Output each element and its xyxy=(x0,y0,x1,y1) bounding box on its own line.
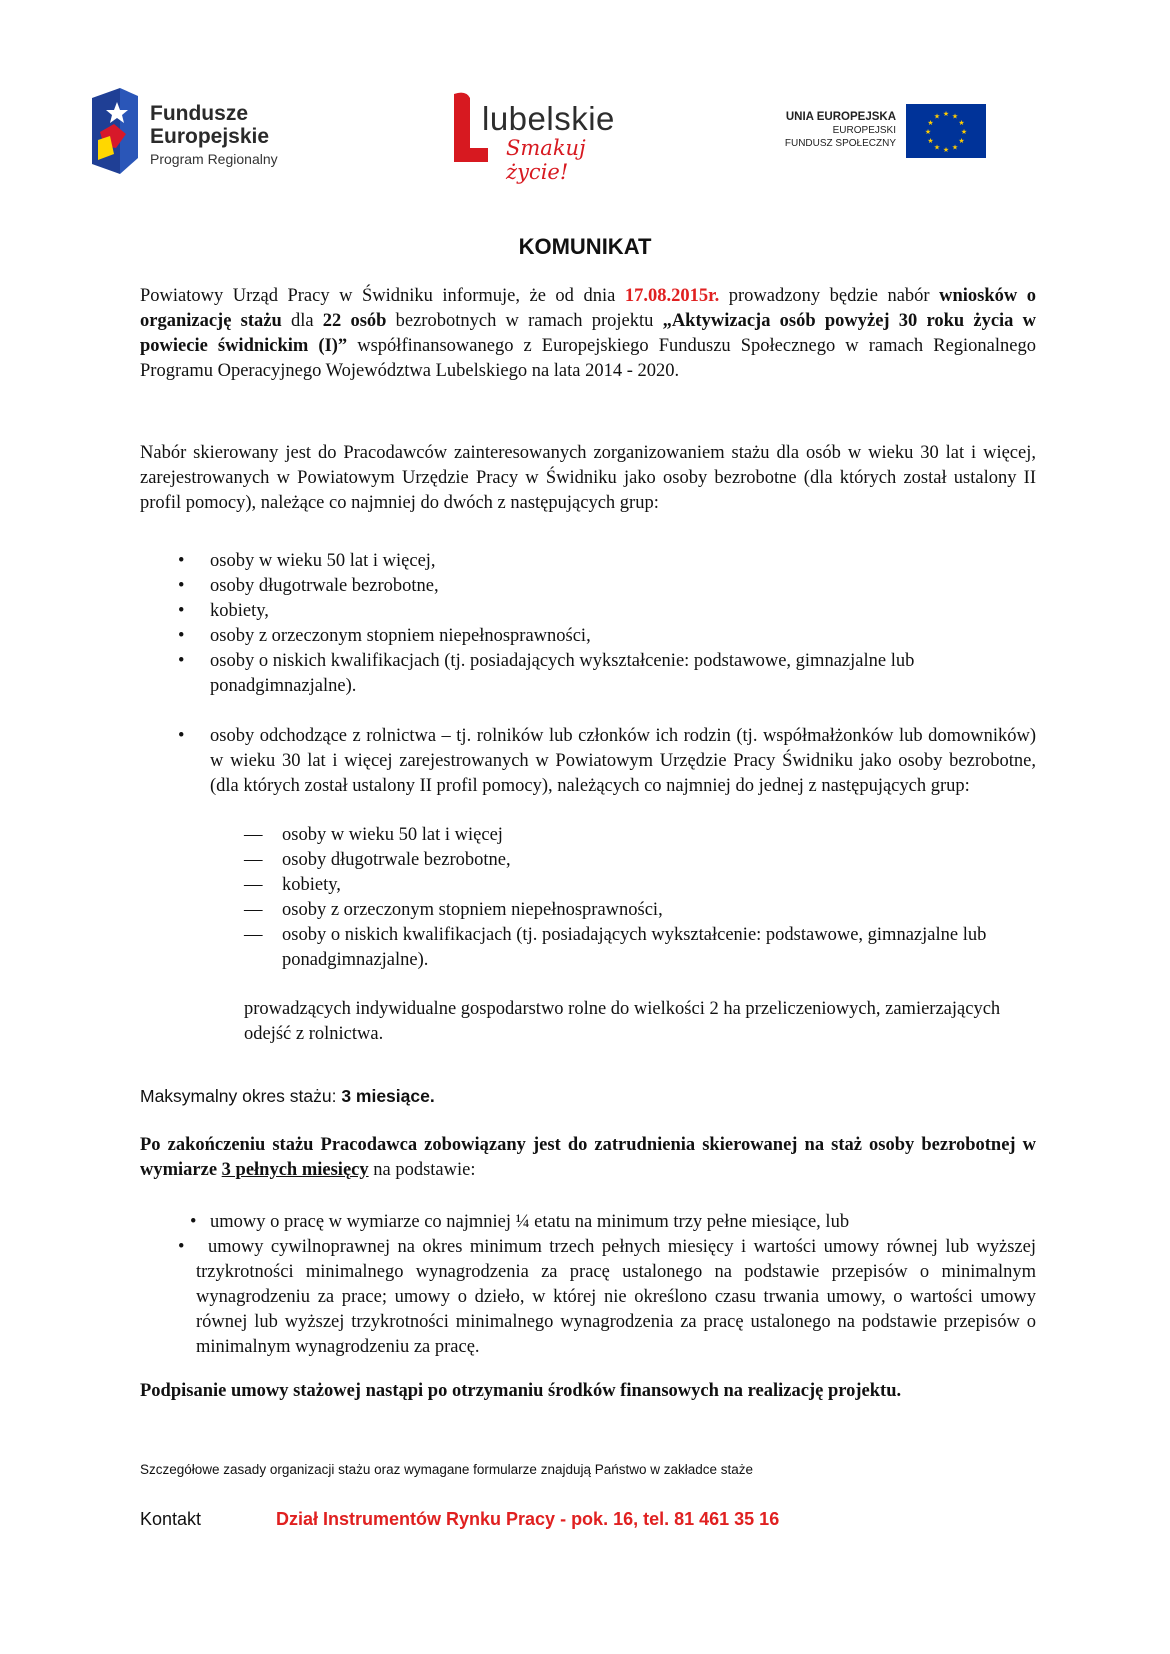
contact-line xyxy=(140,1509,780,1530)
contract-2: umowy cywilnoprawnej na okres minimum trzech pełnych miesięcy i wartości umowy równej lub wyższej trzykrotności minimalnego wynagrodzenia za pracę ustalonego na podstawie przepisów o minimalnym wynagrodzeniu za prace; umowy o dzieło, w której nie określono czasu trwania umowy, o wartości umowy równej lub wyższej trzykrotności minimalnego wynagrodzenia za pracę ustalonego na podstawie przepisów o minimalnym wynagrodzeniu za pracę. xyxy=(196,1237,1036,1357)
list-item: • osoby długotrwale bezrobotne, xyxy=(140,574,1020,599)
intro-text-5: współfinansowanego z Europejskiego Funduszu Społecznego w ramach Regionalnego Programu Operacyjnego Województwa Lubelskiego na lata 2014 - 2020. xyxy=(140,336,1036,381)
list-item: — osoby w wieku 50 lat i więcej xyxy=(244,823,1004,848)
intro-paragraph xyxy=(140,284,1036,384)
fundusze-europejskie-logo xyxy=(92,88,302,174)
eu-line2: EUROPEJSKI xyxy=(832,125,896,136)
intro-text-4: bezrobotnych w ramach projektu xyxy=(386,311,663,331)
farmers-list xyxy=(140,724,1036,799)
fe-line2: Europejskie xyxy=(150,125,270,148)
eu-text xyxy=(785,110,896,150)
intro-bold-2: 22 osób xyxy=(322,311,387,331)
fe-line1: Fundusze xyxy=(150,102,248,125)
groups-list xyxy=(140,549,1020,699)
svg-text:★: ★ xyxy=(927,119,934,127)
list-item: • osoby z orzeczonym stopniem niepełnosprawności, xyxy=(140,624,1020,649)
lubelskie-word: lubelskie xyxy=(482,100,615,137)
eu-esf-logo xyxy=(776,104,986,158)
eu-flag-icon xyxy=(906,104,986,158)
page-title: KOMUNIKAT xyxy=(518,234,652,259)
list-item: — osoby o niskich kwalifikacjach (tj. posiadających wykształcenie: podstawowe, gimnazjalne lub ponadgimnazjalne). xyxy=(244,923,1004,973)
svg-text:★: ★ xyxy=(942,110,950,118)
signing-paragraph: Podpisanie umowy stażowej nastąpi po otrzymaniu środków finansowych na realizację projektu. xyxy=(140,1381,902,1401)
svg-text:★: ★ xyxy=(933,112,941,121)
list-item-farmers: • osoby odchodzące z rolnictwa – tj. rolników lub członków ich rodzin (tj. współmałżonków lub domowników) w wieku 30 lat i więcej zarejestrowanych w Powiatowym Urzędzie Pracy Świdniku jako osoby bezrobotne, (dla których został ustalony II profil pomocy), należących co najmniej do jednej z następujących grup: xyxy=(140,724,1036,799)
svg-text:★: ★ xyxy=(942,146,950,154)
intro-bold-1: wniosków o organizację stażu xyxy=(140,286,1036,331)
svg-text:★: ★ xyxy=(951,143,959,152)
svg-text:★: ★ xyxy=(958,119,965,127)
list-item: — osoby z orzeczonym stopniem niepełnosprawności, xyxy=(244,898,1004,923)
contract-1: umowy o pracę w wymiarze co najmniej ¼ etatu na minimum trzy pełne miesiące, lub xyxy=(210,1212,850,1232)
contact-label: Kontakt xyxy=(140,1509,202,1529)
intro-text-1: Powiatowy Urząd Pracy w Świdniku informuje, że od dnia xyxy=(140,286,625,306)
svg-text:★: ★ xyxy=(960,128,968,136)
fe-star-flag-icon xyxy=(92,88,138,174)
intro-bold-project: „Aktywizacja osób powyżej 30 roku życia w powiecie świdnickim (I)” xyxy=(140,311,1036,356)
recruitment-paragraph: Nabór skierowany jest do Pracodawców zainteresowanych zorganizowaniem stażu dla osób w wieku 30 lat i więcej, zarejestrowanych w Powiatowym Urzędzie Pracy w Świdniku jako osoby bezrobotne (dla których został ustalony II profil pomocy), należące co najmniej do dwóch z następujących grup: xyxy=(140,443,1036,513)
svg-text:★: ★ xyxy=(924,128,932,136)
list-item: • osoby o niskich kwalifikacjach (tj. posiadających wykształcenie: podstawowe, gimnazjalne lub ponadgimnazjalne). xyxy=(140,649,1020,699)
intro-date: 17.08.2015r. xyxy=(624,286,720,306)
list-item: — osoby długotrwale bezrobotne, xyxy=(244,848,1004,873)
contracts-list xyxy=(140,1210,1036,1360)
obligation-underlined: 3 pełnych miesięcy xyxy=(221,1160,369,1180)
eu-line1: UNIA EUROPEJSKA xyxy=(785,111,896,123)
subgroups-list xyxy=(244,823,1004,973)
fe-line3: Program Regionalny xyxy=(150,151,278,167)
fe-text xyxy=(150,102,278,170)
obligation-tail: na podstawie: xyxy=(368,1160,476,1180)
bullet-icon: • xyxy=(178,1237,185,1257)
obligation-paragraph xyxy=(140,1133,1036,1183)
list-item: • osoby w wieku 50 lat i więcej, xyxy=(140,549,1020,574)
details-note: Szczegółowe zasady organizacji stażu oraz wymagane formularze znajdują Państwo w zakładce staże xyxy=(140,1462,754,1477)
svg-text:★: ★ xyxy=(951,112,959,121)
lubelskie-logo xyxy=(448,92,628,184)
max-period xyxy=(140,1086,435,1107)
list-item xyxy=(140,1210,1036,1235)
eu-line3: FUNDUSZ SPOŁECZNY xyxy=(784,138,896,149)
max-period-label: Maksymalny okres stażu: xyxy=(140,1086,342,1106)
intro-text-3: dla xyxy=(281,311,323,331)
list-item xyxy=(140,1235,1036,1360)
list-item: — kobiety, xyxy=(244,873,1004,898)
svg-text:★: ★ xyxy=(958,137,965,145)
obligation-bold: Po zakończeniu stażu Pracodawca zobowiązany jest do zatrudnienia skierowanej na staż osoby bezrobotnej w wymiarze xyxy=(140,1135,1036,1180)
farm-note: prowadzących indywidualne gospodarstwo rolne do wielkości 2 ha przeliczeniowych, zamierzających odejść z rolnictwa. xyxy=(244,999,1001,1044)
list-item: • kobiety, xyxy=(140,599,1020,624)
svg-text:★: ★ xyxy=(933,143,941,152)
max-period-value: 3 miesiące. xyxy=(341,1086,435,1106)
lubelskie-slogan: Smakuj życie! xyxy=(506,136,586,184)
contact-value: Dział Instrumentów Rynku Pracy - pok. 16, tel. 81 461 35 16 xyxy=(276,1509,780,1529)
intro-text-2: prowadzony będzie nabór xyxy=(719,286,940,306)
bullet-icon: • xyxy=(190,1212,197,1232)
svg-text:★: ★ xyxy=(927,137,934,145)
